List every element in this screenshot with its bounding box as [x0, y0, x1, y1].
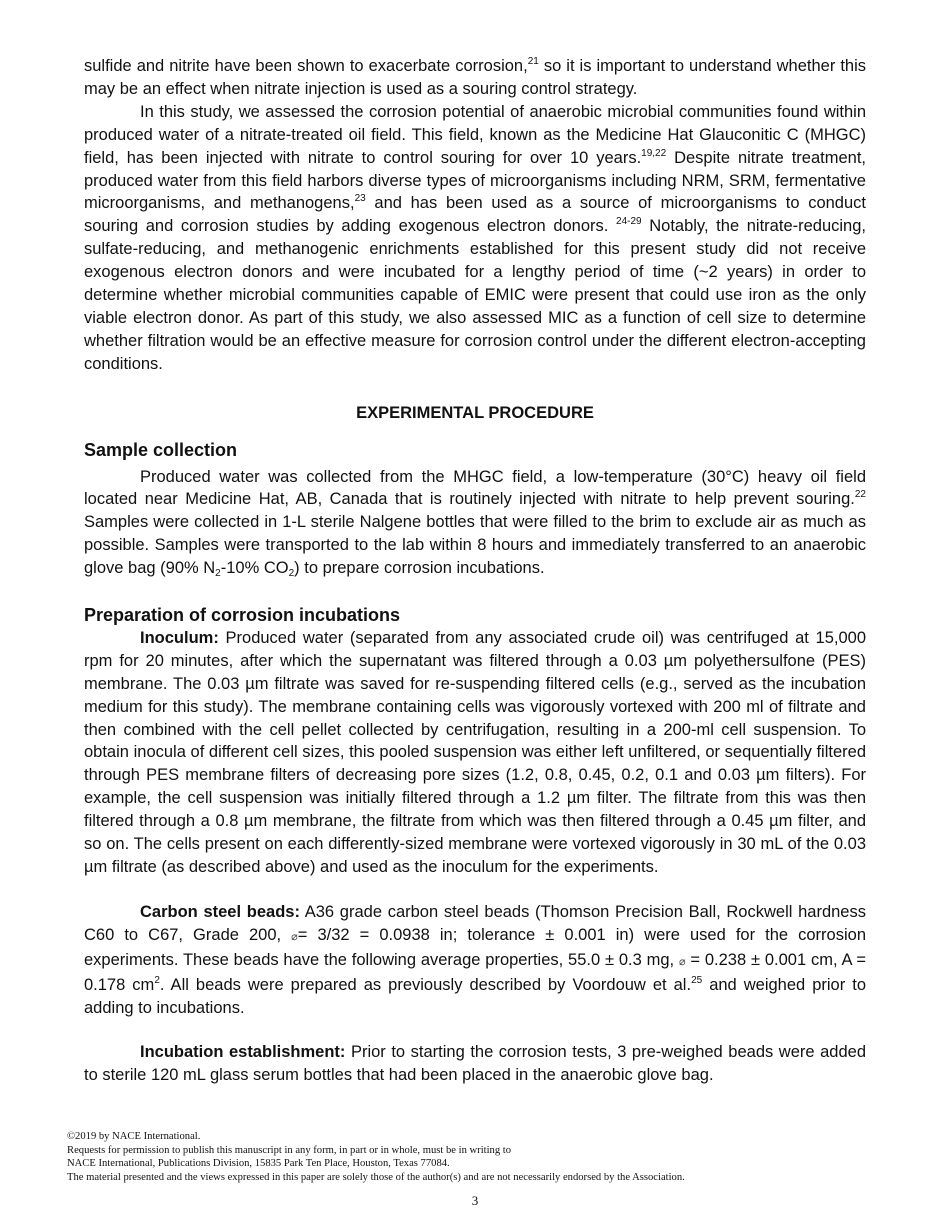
superscript: 2: [154, 974, 160, 986]
inoculum-paragraph: [84, 627, 866, 879]
intro-paragraph-2: [84, 101, 866, 376]
section-heading: EXPERIMENTAL PROCEDURE: [356, 403, 594, 422]
text-span: so it is important to understand whether this may be an effect when nitrate injection is used as a souring control strategy.: [84, 57, 866, 98]
text-span: Despite nitrate treatment, produced water from this field harbors diverse types of microorganisms including NRM, SRM, fermentative microorganisms, and methanogens,: [84, 148, 866, 213]
text-span: -10% CO: [220, 559, 289, 578]
beads-label: Carbon steel beads:: [140, 902, 300, 921]
citation: 23: [354, 193, 366, 205]
page-body: [84, 55, 866, 1087]
footer-line: NACE International, Publications Division, 15835 Park Ten Place, Houston, Texas 77084.: [67, 1158, 450, 1170]
text-span: Produced water was collected from the MHGC field, a low-temperature (30°C) heavy oil field located near Medicine Hat, AB, Canada that is routinely injected with nitrate to help prevent souring.: [84, 467, 866, 509]
text-span: Prior to starting the corrosion tests, 3 pre-weighed beads were added to sterile 120 mL glass serum bottles that had been placed in the anaerobic glove bag.: [84, 1043, 866, 1085]
text-span: A36 grade carbon steel beads (Thomson Precision Ball, Rockwell hardness C60 to C67, Grade 200,: [84, 902, 866, 944]
text-span: Produced water (separated from any associated crude oil) was centrifuged at 15,000 rpm for 20 minutes, after which the supernatant was filtered through a 0.03 µm polyethersulfone (PES) membrane. The 0.03 µm filtrate was saved for re-suspending filtered cells (e.g., served as the incubation medium for this study). The membrane containing cells was vigorously vortexed with 200 ml of filtrate and then combined with the cell pellet collected by centrifugation, resulting in a 200-ml cell suspension. To obtain inocula of different cell sizes, this pooled suspension was either left unfiltered, or sequentially filtered through PES membrane filters of decreasing pore sizes (1.2, 0.8, 0.45, 0.2, 0.1 and 0.03 µm filters). For example, the cell suspension was initially filtered through a 1.2 µm filter. The filtrate from this was then filtered through a 0.8 µm membrane, the filtrate from which was then filtered through a 0.45 µm filter, and so on. The cells present on each differently-sized membrane were vortexed vigorously in 30 mL of the 0.03 µm filtrate (as described above) and used as the inoculum for the experiments.: [84, 628, 866, 876]
text-span: and has been used as a source of microorganisms to conduct souring and corrosion studies by adding exogenous electron donors.: [84, 194, 866, 236]
copyright-footer: [67, 1130, 887, 1184]
text-span: In this study, we assessed the corrosion potential of anaerobic microbial communities found within produced water of a nitrate-treated oil field. This field, known as the Medicine Hat Glauconitic C (MHGC) field, has been injected with nitrate to control souring for over 10 years.: [84, 102, 866, 167]
subsection-heading-sample-collection: Sample collection: [84, 439, 238, 460]
text-span: ) to prepare corrosion incubations.: [294, 559, 545, 578]
citation: 19,22: [641, 147, 667, 159]
footer-line: Requests for permission to publish this manuscript in any form, in part or in whole, must be in writing to: [67, 1144, 512, 1156]
sample-collection-paragraph: [84, 466, 866, 581]
text-span: . All beads were prepared as previously described by Voordouw et al.: [159, 975, 692, 994]
text-span: = 3/32 = 0.0938 in; tolerance ± 0.001 in) were used for the corrosion experiments. These beads have the following average properties, 55.0 ± 0.3 mg,: [84, 925, 866, 969]
subscript: 2: [288, 568, 295, 580]
page-number: 3: [471, 1193, 479, 1208]
subscript: 2: [215, 568, 221, 580]
text-span: and weighed prior to adding to incubations.: [84, 975, 867, 1017]
text-span: Samples were collected in 1-L sterile Nalgene bottles that were filled to the brim to exclude air as much as possible. Samples were transported to the lab within 8 hours and immediately transferred to an anaerobic glove bag (90% N: [84, 513, 866, 578]
citation: 21: [527, 56, 539, 67]
footer-line: The material presented and the views expressed in this paper are solely those of the author(s) and are not necessarily endorsed by the Association.: [67, 1171, 685, 1183]
footer-line: ©2019 by NACE International.: [67, 1131, 201, 1142]
citation: 24-29: [616, 216, 642, 228]
incubation-paragraph: [84, 1041, 866, 1087]
intro-paragraph-1: [84, 55, 866, 101]
beads-paragraph: [84, 901, 866, 1020]
citation: 25: [691, 974, 703, 986]
inoculum-label: Inoculum:: [140, 628, 219, 647]
incubation-label: Incubation establishment:: [140, 1043, 346, 1062]
diameter-icon: ⌀: [291, 930, 298, 943]
text-span: = 0.238 ± 0.001 cm, A = 0.178 cm: [84, 950, 866, 994]
citation: 22: [854, 489, 866, 501]
text-span: sulfide and nitrite have been shown to exacerbate corrosion,: [84, 57, 528, 75]
diameter-icon: ⌀: [678, 955, 686, 968]
text-span: Notably, the nitrate-reducing, sulfate-reducing, and methanogenic enrichments established for this present study did not receive exogenous electron donors and were incubated for a lengthy period of time (~2 years) in order to determine whether microbial communities capable of EMIC were present that could use iron as the only viable electron donor. As part of this study, we also assessed MIC as a function of cell size to determine whether filtration would be an effective measure for corrosion control under the different electron-accepting conditions.: [84, 217, 866, 373]
subsection-heading-preparation: Preparation of corrosion incubations: [84, 605, 401, 626]
